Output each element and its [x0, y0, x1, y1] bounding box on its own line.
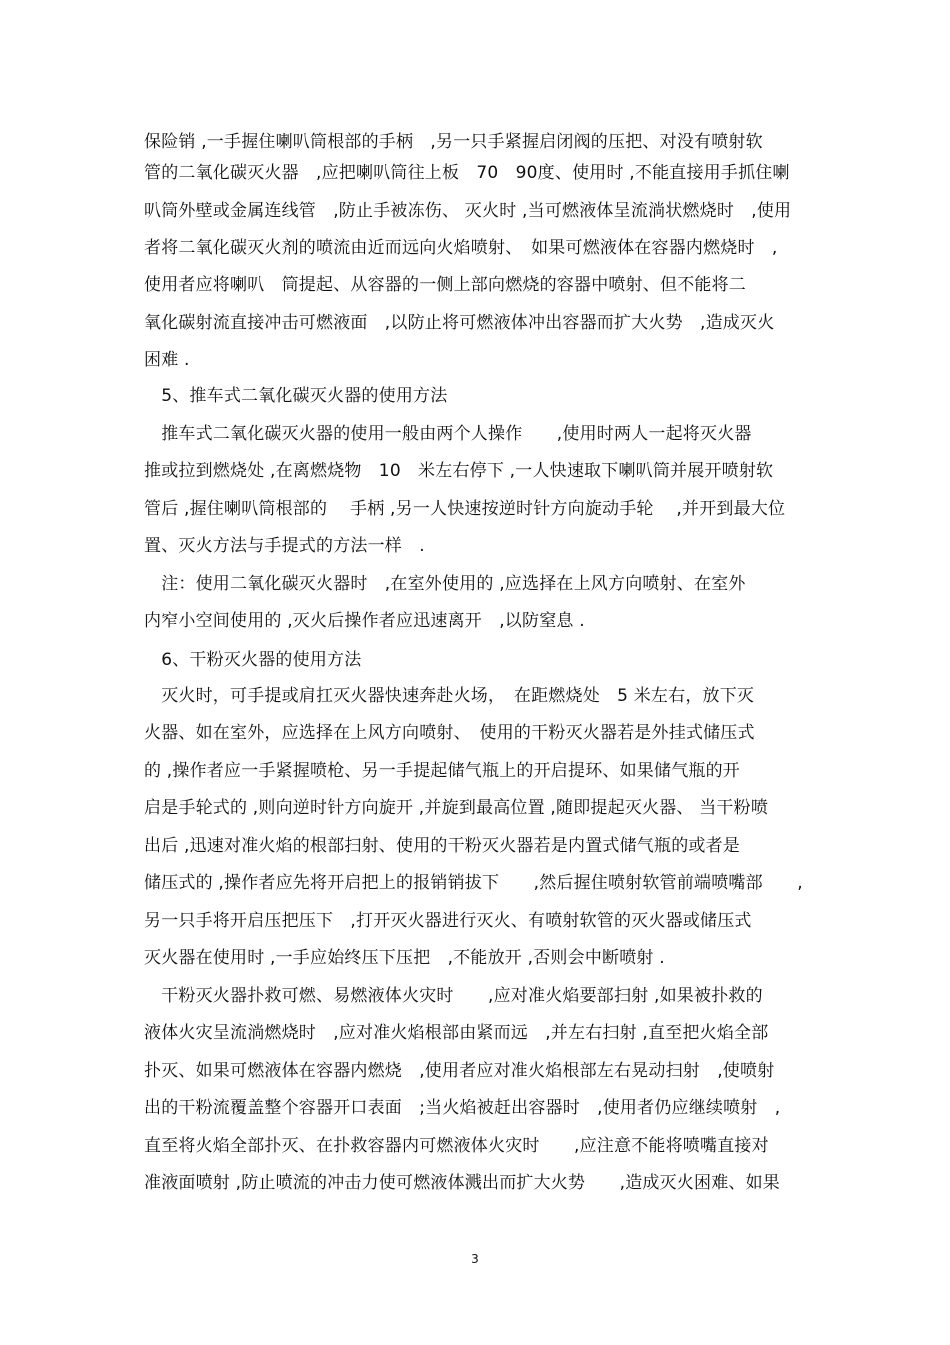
text-line: 液体火灾呈流淌燃烧时 ,应对准火焰根部由紧而远 ,并左右扫射 ,直至把火焰全部: [144, 1023, 769, 1043]
text-line: 灭火器在使用时 ,一手应始终压下压把 ,不能放开 ,否则会中断喷射 .: [144, 948, 665, 968]
text-line: 直至将火焰全部扑灭、在扑救容器内可燃液体火灾时 ,应注意不能将喷嘴直接对: [144, 1136, 769, 1156]
text-line: 叭筒外壁或金属连线管 ,防止手被冻伤、 灭火时 ,当可燃液体呈流淌状燃烧时 ,使用: [144, 201, 792, 221]
text-line: 出的干粉流覆盖整个容器开口表面 ;当火焰被赶出容器时 ,使用者仍应继续喷射 ,: [144, 1098, 781, 1118]
section-heading: 6、干粉灭火器的使用方法: [144, 650, 362, 670]
text-line: 干粉灭火器扑救可燃、易燃液体火灾时 ,应对准火焰要部扫射 ,如果被扑救的: [144, 986, 763, 1006]
text-line: 内窄小空间使用的 ,灭火后操作者应迅速离开 ,以防窒息 .: [144, 611, 585, 631]
text-line: 者将二氧化碳灭火剂的喷流由近而远向火焰喷射、 如果可燃液体在容器内燃烧时 ,: [144, 238, 778, 258]
section-heading: 5、推车式二氧化碳灭火器的使用方法: [144, 386, 448, 406]
text-line: 灭火时，可手提或肩扛灭火器快速奔赴火场， 在距燃烧处 5 米左右，放下灭: [144, 686, 755, 706]
text-line: 推或拉到燃烧处 ,在离燃烧物 10 米左右停下 ,一人快速取下喇叭筒并展开喷射软: [144, 461, 774, 481]
text-line: 氧化碳射流直接冲击可燃液面 ,以防止将可燃液体冲出容器而扩大火势 ,造成灭火: [144, 313, 775, 333]
text-line: 储压式的 ,操作者应先将开启把上的报销销拔下 ,然后握住喷射软管前端喷嘴部 ,: [144, 873, 803, 893]
text-line: 启是手轮式的 ,则向逆时针方向旋开 ,并旋到最高位置 ,随即提起灭火器、 当干粉喷: [144, 798, 769, 818]
text-line: 推车式二氧化碳灭火器的使用一般由两个人操作 ,使用时两人一起将灭火器: [144, 424, 752, 444]
text-line: 困难 .: [144, 350, 190, 370]
text-line: 扑灭、如果可燃液体在容器内燃烧 ,使用者应对准火焰根部左右晃动扫射 ,使喷射: [144, 1061, 775, 1081]
text-line: 使用者应将喇叭 筒提起、从容器的一侧上部向燃烧的容器中喷射、但不能将二: [144, 275, 746, 295]
text-line: 出后 ,迅速对准火焰的根部扫射、使用的干粉灭火器若是内置式储气瓶的或者是: [144, 836, 741, 856]
text-line: 另一只手将开启压把压下 ,打开灭火器进行灭火、有喷射软管的灭火器或储压式: [144, 911, 752, 931]
text-line: 管后 ,握住喇叭筒根部的 手柄 ,另一人快速按逆时针方向旋动手轮 ,并开到最大位: [144, 499, 786, 519]
text-line: 管的二氧化碳灭火器 ,应把喇叭筒往上板 70 90度、使用时 ,不能直接用手抓住喇: [144, 163, 790, 183]
text-line: 保险销 ,一手握住喇叭筒根部的手柄 ,另一只手紧握启闭阀的压把、对没有喷射软: [144, 132, 763, 152]
text-line: 火器、如在室外，应选择在上风方向喷射、 使用的干粉灭火器若是外挂式储压式: [144, 723, 755, 743]
text-line: 的 ,操作者应一手紧握喷枪、另一手提起储气瓶上的开启提环、如果储气瓶的开: [144, 761, 741, 781]
text-line: 置、灭火方法与手提式的方法一样 .: [144, 536, 425, 556]
text-line: 准液面喷射 ,防止喷流的冲击力使可燃液体溅出而扩大火势 ,造成灭火困难、如果: [144, 1173, 781, 1193]
note-line: 注：使用二氧化碳灭火器时 ,在室外使用的 ,应选择在上风方向喷射、在室外: [144, 574, 746, 594]
page-number: 3: [471, 1252, 479, 1266]
